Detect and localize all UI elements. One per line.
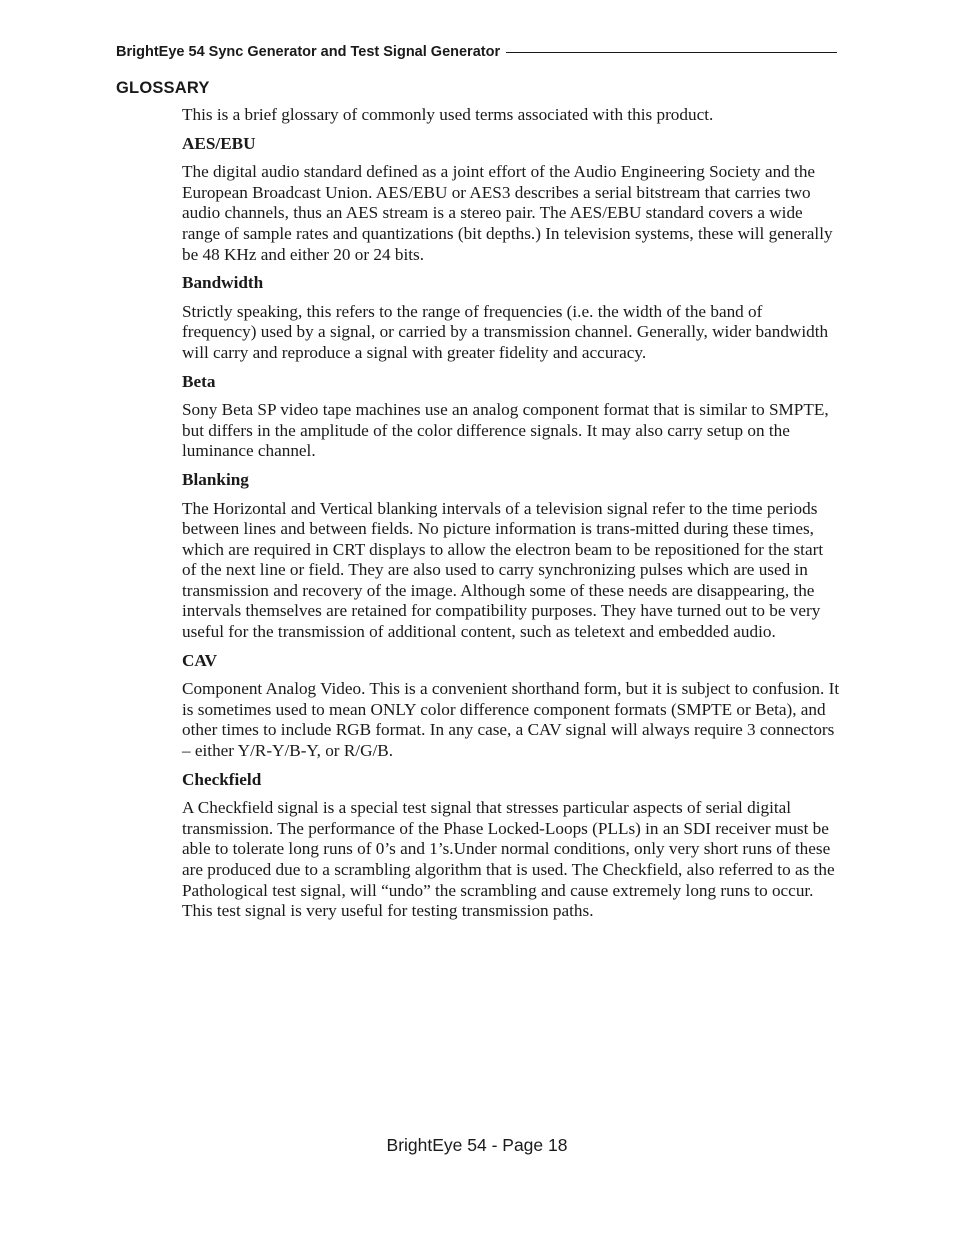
glossary-term: Checkfield bbox=[182, 769, 262, 789]
page-number-label: BrightEye 54 - Page 18 bbox=[386, 1135, 568, 1155]
glossary-definition: Strictly speaking, this refers to the range of frequencies (i.e. the width of the band of frequency) used by a signal, or carried by a transmission channel. Generally, wider bandwidth will carry and reproduce a signal with greater fidelity and accuracy. bbox=[182, 301, 829, 362]
glossary-term: AES/EBU bbox=[182, 133, 256, 153]
glossary-term: CAV bbox=[182, 650, 218, 670]
glossary-definition: The Horizontal and Vertical blanking intervals of a television signal refer to the time periods between lines and between fields. No picture information is trans-mitted during these times, which are required in CRT displays to allow the electron beam to be repositioned for the start of the next line or field. They are also used to carry synchronizing pulses which are used in transmission and recovery of the image. Although some of these needs are disappearing, the intervals themselves are retained for compatibility purposes. They have turned out to be very useful for the transmission of additional content, such as teletext and embedded audio. bbox=[182, 498, 824, 642]
glossary-term: Bandwidth bbox=[182, 273, 264, 293]
glossary-definition: Component Analog Video. This is a convenient shorthand form, but it is subject to confusion. It is sometimes used to mean ONLY color difference component formats (SMPTE or Beta), and other times to include RGB format. In any case, a CAV signal will always require 3 connectors – either Y/R-Y/B-Y, or R/G/B. bbox=[182, 679, 840, 761]
glossary-definition: A Checkfield signal is a special test signal that stresses particular aspects of serial digital transmission. The performance of the Phase Locked-Loops (PLLs) in an SDI receiver must be able to tolerate long runs of 0’s and 1’s.Under normal conditions, only very short runs of these are produced due to a scrambling algorithm that is used. The Checkfield, also referred to as the Pathological test signal, will “undo” the scrambling and cause extremely long runs to occur. This test signal is very useful for testing transmission paths. bbox=[182, 798, 835, 921]
page-footer bbox=[0, 1135, 954, 1156]
running-header bbox=[116, 42, 837, 62]
glossary-definition: The digital audio standard defined as a joint effort of the Audio Engineering Society and the European Broadcast Union. AES/EBU or AES3 describes a serial bitstream that carries two audio channels, thus an AES stream is a stereo pair. The AES/EBU standard covers a wide range of sample rates and quantizations (bit depths.) In television systems, these will generally be 48 KHz and either 20 or 24 bits. bbox=[182, 162, 833, 264]
glossary-term: Blanking bbox=[182, 469, 249, 489]
running-header-title: BrightEye 54 Sync Generator and Test Signal Generator bbox=[116, 44, 501, 60]
section-heading: GLOSSARY bbox=[116, 79, 210, 97]
glossary-definition: Sony Beta SP video tape machines use an analog component format that is similar to SMPTE, but differs in the amplitude of the color difference signals. It may also carry setup on the luminance channel. bbox=[182, 400, 829, 461]
glossary-term: Beta bbox=[182, 371, 216, 391]
header-rule bbox=[506, 52, 837, 53]
glossary-intro: This is a brief glossary of commonly used terms associated with this product. bbox=[182, 105, 714, 124]
glossary-body bbox=[182, 105, 840, 930]
